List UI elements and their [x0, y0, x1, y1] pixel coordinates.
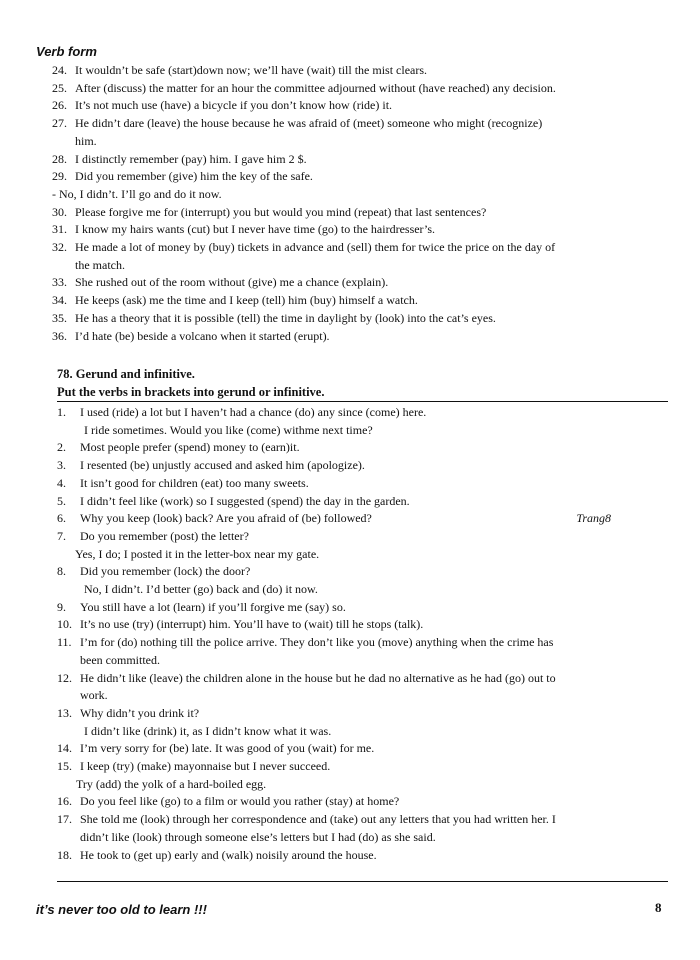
- list-item: 7. Do you remember (post) the letter? Yes, I do; I posted it in the letter-box near my gate.: [57, 528, 320, 561]
- list-item: 1. I used (ride) a lot but I haven’t had a chance (do) any since (come) here. I ride sometimes. Would you like (come) withme next time?: [57, 405, 427, 437]
- list-item: 2. Most people prefer (spend) money to (earn)it.: [57, 440, 300, 455]
- list-item: 14. I’m very sorry for (be) late. It was good of you (wait) for me.: [57, 741, 375, 756]
- page-number: 8: [655, 900, 662, 915]
- list-item: - No, I didn’t. I’ll go and do it now.: [52, 186, 222, 201]
- exercise-list: [57, 404, 669, 864]
- list-item: 13. Why didn’t you drink it? I didn’t like (drink) it, as I didn’t know what it was.: [57, 705, 332, 738]
- list-item: 6. Why you keep (look) back? Are you afraid of (be) followed? Trang8: [57, 510, 669, 528]
- list-item: 27. He didn’t dare (leave) the house because he was afraid of (meet) someone who might (recognize) him.: [52, 116, 543, 148]
- list-item: 31. I know my hairs wants (cut) but I never have time (go) to the hairdresser’s.: [52, 222, 436, 237]
- list-item: 10. It’s no use (try) (interrupt) him. You’ll have to (wait) till he stops (talk).: [57, 617, 424, 632]
- signature: Trang8: [576, 511, 611, 526]
- exercise-title: 78. Gerund and infinitive.: [57, 367, 195, 381]
- list-item: 36. I’d hate (be) beside a volcano when it started (erupt).: [52, 328, 330, 343]
- list-item: 4. It isn’t good for children (eat) too many sweets.: [57, 475, 309, 490]
- list-item: 3. I resented (be) unjustly accused and asked him (apologize).: [57, 458, 365, 473]
- list-item: 11. I’m for (do) nothing till the police arrive. They don’t like you (move) anything when the crime has been committed.: [57, 635, 554, 667]
- list-item: 24. It wouldn’t be safe (start)down now; we’ll have (wait) till the mist clears.: [52, 63, 428, 77]
- verb-form-list: [52, 62, 672, 345]
- list-item: 16. Do you feel like (go) to a film or would you rather (stay) at home?: [57, 794, 400, 809]
- footer-motto: it’s never too old to learn !!!: [36, 902, 207, 917]
- list-item: 25. After (discuss) the matter for an hour the committee adjourned without (have reached) any decision.: [52, 80, 556, 95]
- list-item: 33. She rushed out of the room without (give) me a chance (explain).: [52, 275, 389, 290]
- list-item: 28. I distinctly remember (pay) him. I gave him 2 $.: [52, 151, 307, 166]
- list-item: 30. Please forgive me for (interrupt) you but would you mind (repeat) that last sentences?: [52, 204, 487, 219]
- list-item: 29. Did you remember (give) him the key of the safe.: [52, 169, 313, 184]
- list-item: 9. You still have a lot (learn) if you’ll forgive me (say) so.: [57, 599, 346, 614]
- list-item: 17. She told me (look) through her correspondence and (take) out any letters that you had written her. I didn’t like (look) through someone else’s letters but I had (do) as she said.: [57, 812, 556, 844]
- list-item: 26. It’s not much use (have) a bicycle if you don’t know how (ride) it.: [52, 98, 393, 113]
- list-item: 5. I didn’t feel like (work) so I suggested (spend) the day in the garden.: [57, 493, 410, 508]
- divider: [57, 401, 668, 402]
- list-item: 18. He took to (get up) early and (walk) noisily around the house.: [57, 847, 377, 862]
- list-item: 32. He made a lot of money by (buy) tickets in advance and (sell) them for twice the price on the day of the match.: [52, 240, 556, 272]
- list-item: 35. He has a theory that it is possible (tell) the time in daylight by (look) into the cat’s eyes.: [52, 310, 496, 325]
- footer-divider: [57, 881, 668, 882]
- exercise-instruction: Put the verbs in brackets into gerund or infinitive.: [57, 385, 325, 399]
- list-item: 15. I keep (try) (make) mayonnaise but I never succeed. Try (add) the yolk of a hard-boiled egg.: [57, 759, 331, 791]
- list-item: 8. Did you remember (lock) the door? No, I didn’t. I’d better (go) back and (do) it now.: [57, 564, 318, 597]
- list-item: 12. He didn’t like (leave) the children alone in the house but he dad no alternative as he had (go) out to work.: [57, 670, 556, 703]
- section-title: Verb form: [36, 44, 97, 59]
- list-item: 34. He keeps (ask) me the time and I keep (tell) him (buy) himself a watch.: [52, 293, 418, 308]
